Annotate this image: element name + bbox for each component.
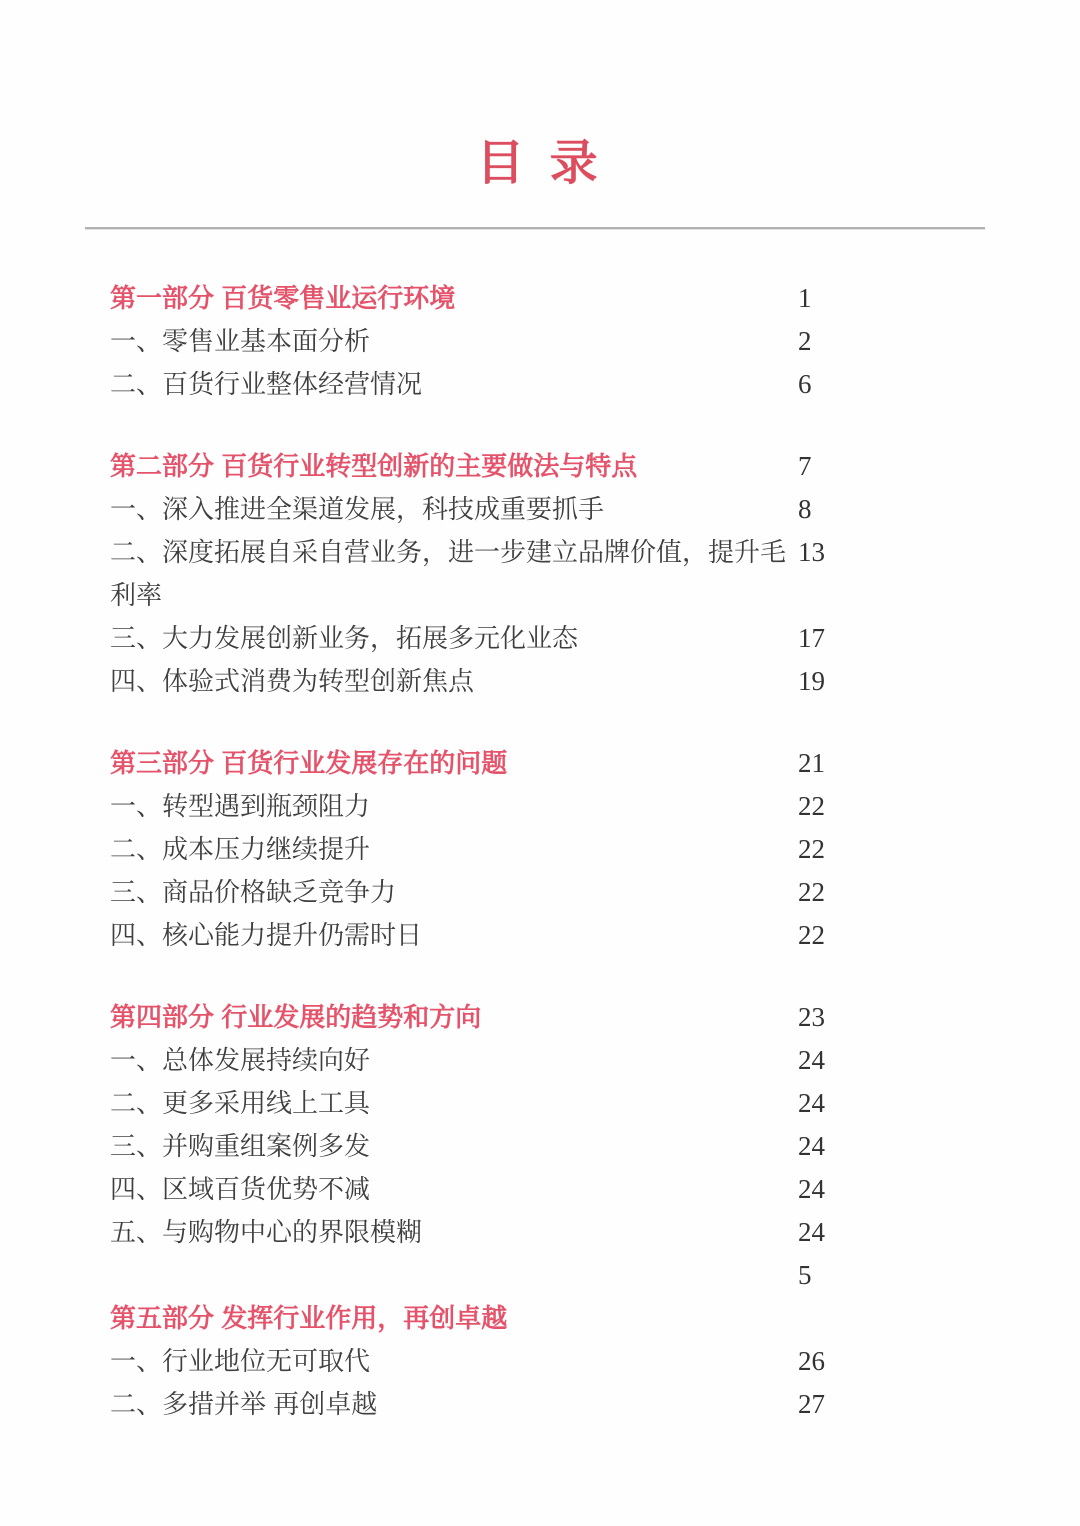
toc-row-label: 二、多措并举 再创卓越 (110, 1388, 378, 1419)
toc-row-page: 7 (798, 450, 812, 481)
toc-row-page: 22 (798, 919, 825, 950)
toc-row (110, 1340, 990, 1383)
toc-row (110, 1254, 990, 1297)
toc-row-page: 22 (798, 833, 825, 864)
toc-row (110, 445, 990, 488)
toc-row-label: 一、总体发展持续向好 (110, 1044, 371, 1075)
toc-row (110, 1383, 990, 1426)
toc-row (110, 828, 990, 871)
toc-row-page: 24 (798, 1173, 825, 1204)
toc-row-label: 二、更多采用线上工具 (110, 1087, 371, 1118)
toc-row-page: 2 (798, 325, 812, 356)
toc-row-page: 17 (798, 622, 825, 653)
toc-row (110, 488, 990, 531)
toc-row-page: 26 (798, 1345, 825, 1376)
toc-row-label: 第三部分 百货行业发展存在的问题 (110, 747, 508, 778)
toc-row-page: 5 (798, 1259, 812, 1290)
toc-row-label: 一、行业地位无可取代 (110, 1345, 371, 1376)
toc-list (110, 277, 990, 1426)
toc-row-label: 二、百货行业整体经营情况 (110, 368, 423, 399)
toc-row (110, 1125, 990, 1168)
toc-row-label: 一、转型遇到瓶颈阻力 (110, 790, 371, 821)
toc-row-label: 第一部分 百货零售业运行环境 (110, 282, 456, 313)
toc-row (110, 914, 990, 957)
toc-row-label: 三、商品价格缺乏竞争力 (110, 876, 397, 907)
toc-row (110, 320, 990, 363)
toc-row-page: 22 (798, 790, 825, 821)
toc-row-page: 22 (798, 876, 825, 907)
toc-row-page: 19 (798, 665, 825, 696)
toc-row (110, 363, 990, 406)
toc-row (110, 996, 990, 1039)
toc-row (110, 531, 990, 574)
toc-row-label: 第四部分 行业发展的趋势和方向 (110, 1001, 482, 1032)
toc-row (110, 660, 990, 703)
toc-row (110, 1211, 990, 1254)
toc-row-page: 1 (798, 282, 812, 313)
toc-row-page: 27 (798, 1388, 825, 1419)
toc-row (110, 1039, 990, 1082)
toc-row-page: 24 (798, 1044, 825, 1075)
toc-row-label: 利率 (110, 579, 163, 610)
toc-row-page: 24 (798, 1087, 825, 1118)
toc-row (110, 574, 990, 617)
toc-row-page: 6 (798, 368, 812, 399)
toc-row-page: 21 (798, 747, 825, 778)
toc-row-label: 二、深度拓展自采自营业务，进一步建立品牌价值，提升毛 (110, 536, 787, 567)
toc-row-label: 一、深入推进全渠道发展，科技成重要抓手 (110, 493, 605, 524)
toc-row (110, 617, 990, 660)
toc-row-label: 第五部分 发挥行业作用，再创卓越 (110, 1302, 508, 1333)
toc-row (110, 871, 990, 914)
toc-row-label: 四、区域百货优势不减 (110, 1173, 371, 1204)
toc-row (110, 277, 990, 320)
toc-row (110, 1168, 990, 1211)
toc-row (110, 1297, 990, 1340)
toc-row-label: 四、体验式消费为转型创新焦点 (110, 665, 475, 696)
toc-row-label: 三、大力发展创新业务，拓展多元化业态 (110, 622, 579, 653)
toc-row-page: 8 (798, 493, 812, 524)
toc-row-label: 五、与购物中心的界限模糊 (110, 1216, 423, 1247)
toc-row-label: 二、成本压力继续提升 (110, 833, 371, 864)
toc-row-page: 24 (798, 1216, 825, 1247)
toc-row (110, 742, 990, 785)
toc-row-page: 23 (798, 1001, 825, 1032)
toc-row-page: 13 (798, 536, 825, 567)
toc-row-label: 一、零售业基本面分析 (110, 325, 371, 356)
toc-row-label: 四、核心能力提升仍需时日 (110, 919, 423, 950)
toc-row-page: 24 (798, 1130, 825, 1161)
toc-row-label: 三、并购重组案例多发 (110, 1130, 371, 1161)
toc-row-label: 第二部分 百货行业转型创新的主要做法与特点 (110, 450, 638, 481)
toc-row (110, 785, 990, 828)
title-divider (85, 227, 985, 230)
toc-row (110, 1082, 990, 1125)
page-title: 目 录 (476, 137, 604, 190)
